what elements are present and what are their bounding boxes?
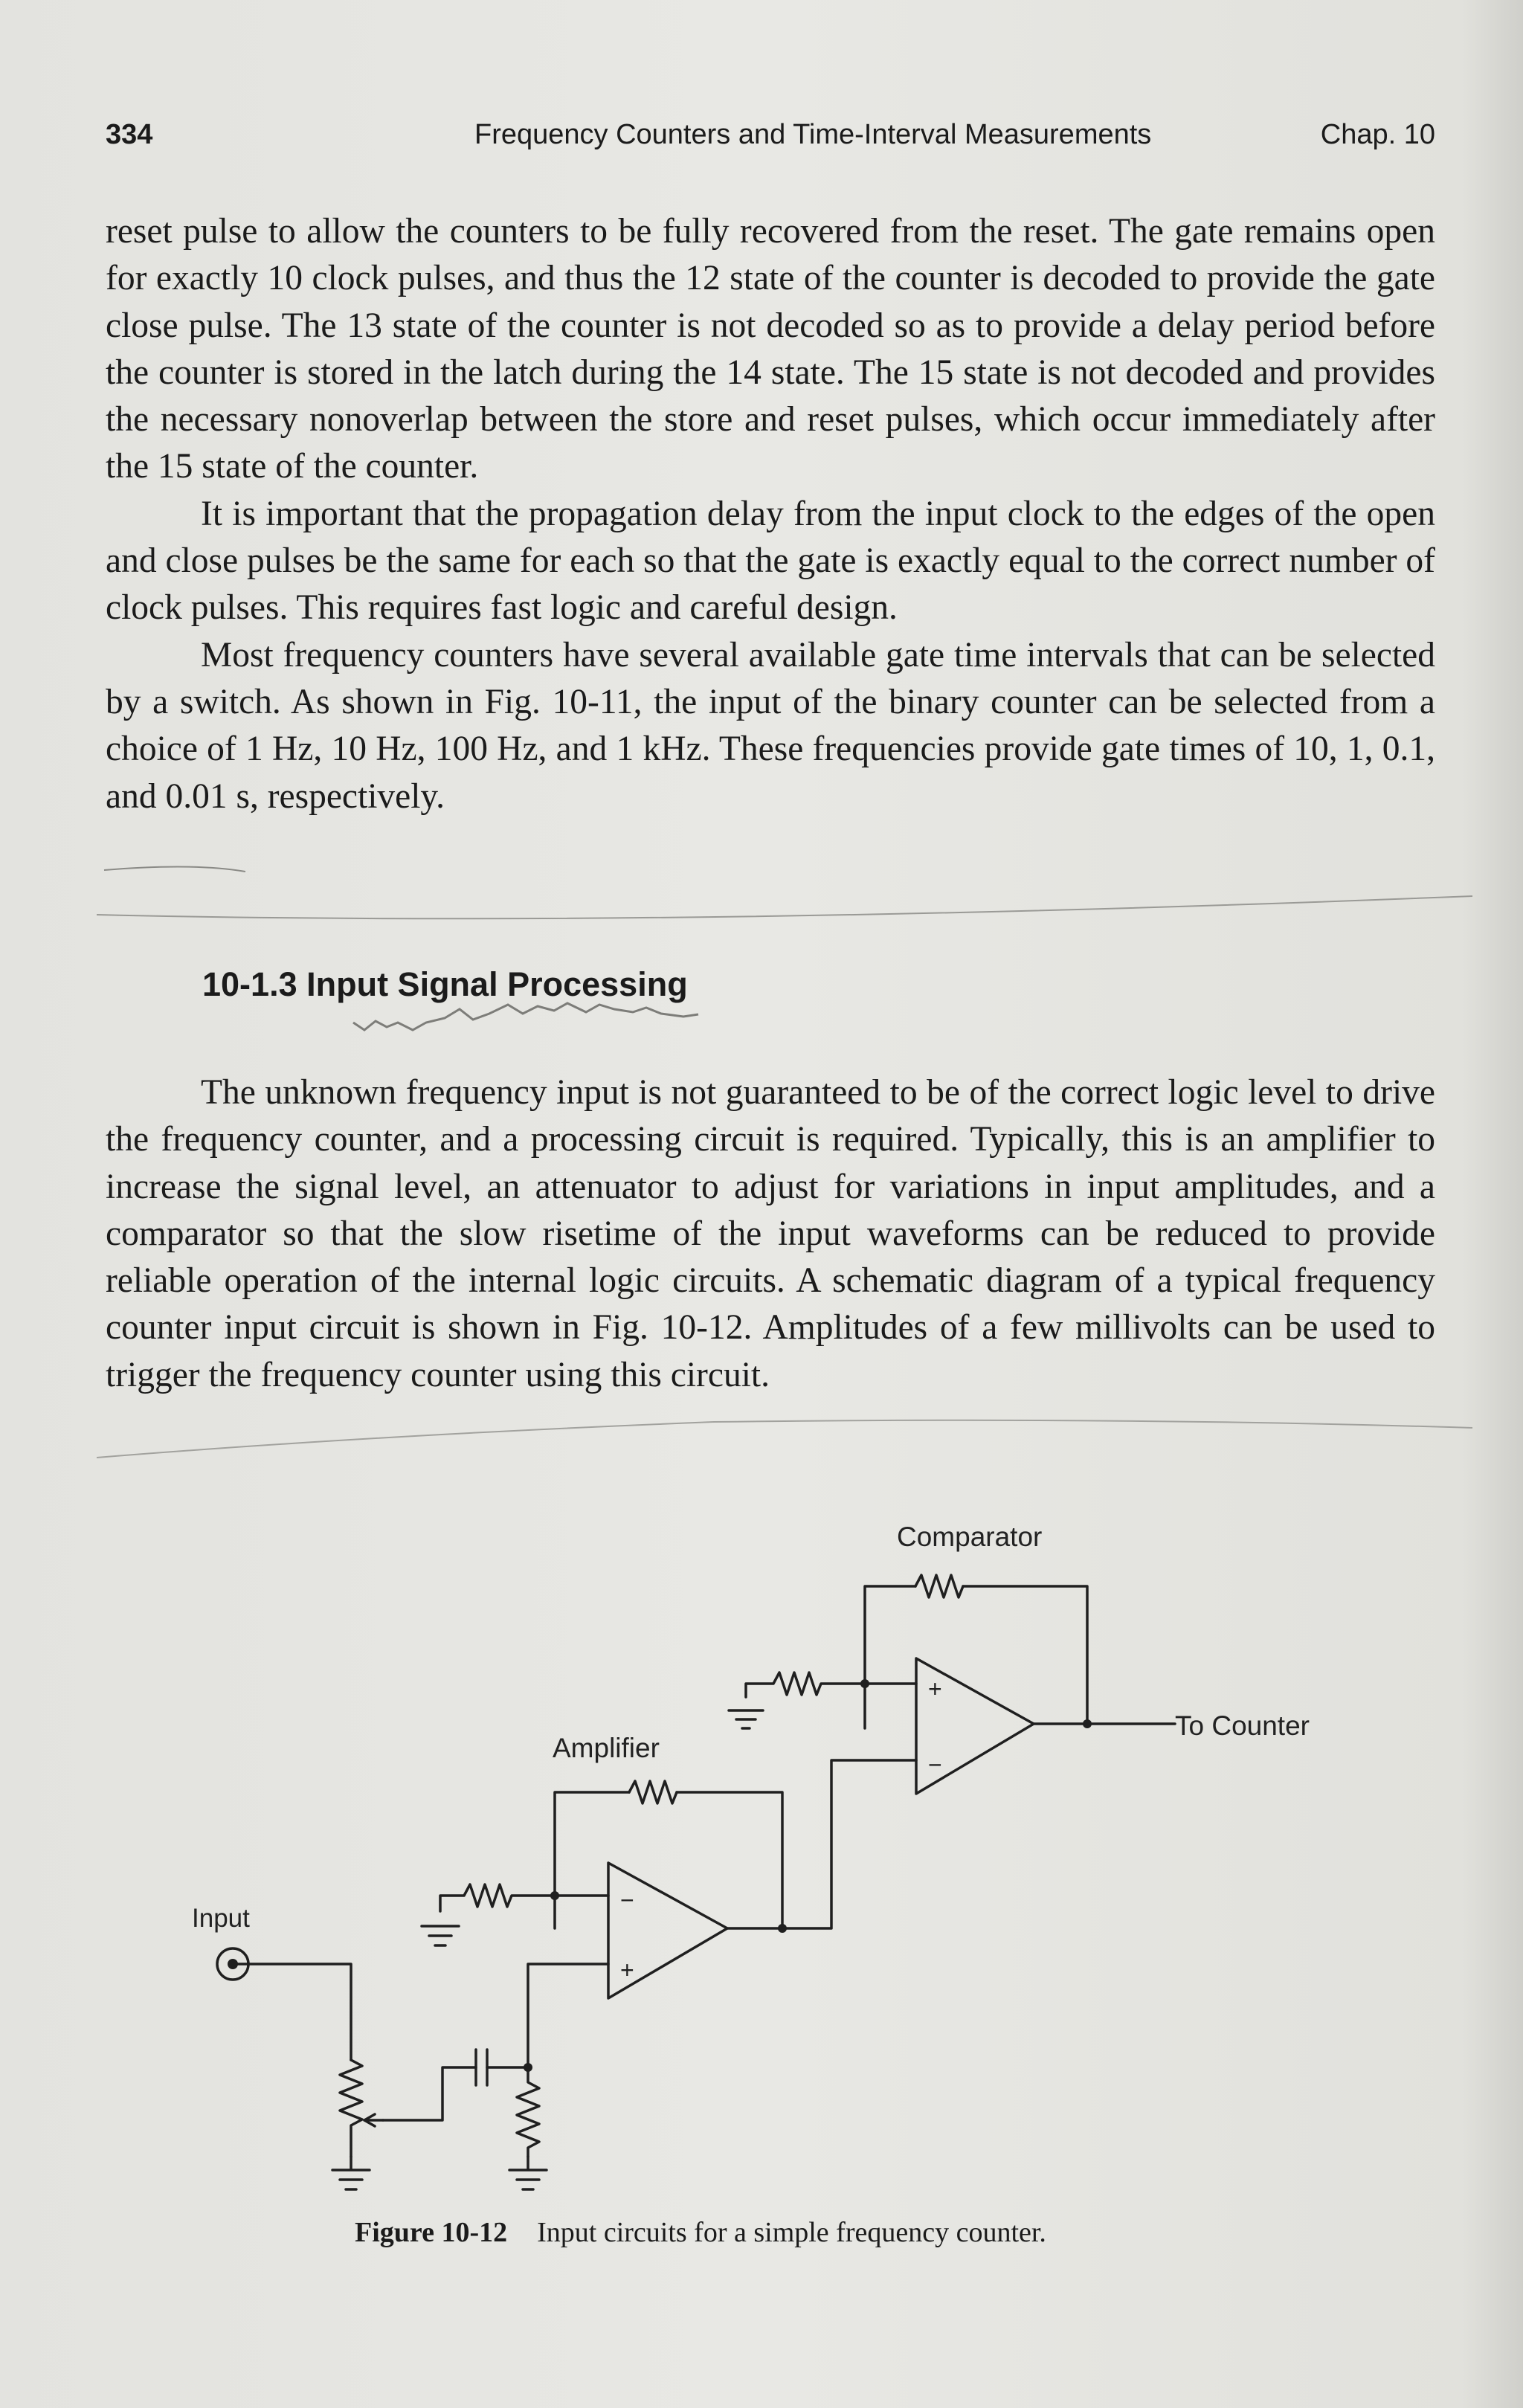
paragraph: Most frequency counters have several available gate time intervals that can be selected by a switch. As shown in Fig. 10-11, the input of the binary counter can be selected from a choice of 1 Hz, 10 Hz, 100 Hz, and 1 kHz. These frequencies provide gate times of 10, 1, 0.1, and 0.01 s, respectively.: [106, 635, 1435, 816]
ground-symbol: [509, 2157, 547, 2189]
input-label: Input: [192, 1904, 250, 1933]
paragraph: It is important that the propagation delay from the input clock to the edges of the open and close pulses be the same for each so that the gate is exactly equal to the correct number of clock pulses. This requires fast logic and careful design.: [106, 494, 1435, 628]
bias-resistor: [517, 2067, 539, 2157]
figure-caption: [355, 2216, 1046, 2249]
comparator-input-resistor: [746, 1673, 865, 1697]
amplifier-label: Amplifier: [553, 1733, 660, 1763]
amplifier-feedback-resistor: [629, 1781, 677, 1803]
comparator-feedback-wire: [865, 1586, 915, 1728]
caption-text: Input circuits for a simple frequency counter.: [537, 2217, 1046, 2248]
amplifier-input-resistor: [440, 1884, 555, 1911]
paragraph: The unknown frequency input is not guaranteed to be of the correct logic level to drive the frequency counter, and a processing circuit is required. Typically, this is an amplifier to increase the signal level, an attenuator to adjust for variations in input amplitudes, and a comparator so that the slow risetime of the input waveforms can be reduced to provide reliable operation of the internal logic circuits. A schematic diagram of a typical frequency counter input circuit is shown in Fig. 10-12. Amplitudes of a few millivolts can be used to trigger the frequency counter using this circuit.: [106, 1073, 1435, 1394]
amplifier-plus-sign: +: [620, 1957, 634, 1983]
ground-symbol: [729, 1710, 763, 1728]
input-potentiometer: [340, 2060, 362, 2157]
comparator-plus-sign: +: [928, 1675, 942, 1702]
paragraph: reset pulse to allow the counters to be fully recovered from the reset. The gate remains open for exactly 10 clock pulses, and thus the 12 state of the counter is decoded to provide the gate close pulse. The 13 state of the counter is not decoded so as to provide a delay period before the counter is stored in the latch during the 14 state. The 15 state is not decoded and provides the necessary nonoverlap between the store and reset pulses, which occur immediately after the 15 state of the counter.: [106, 212, 1435, 486]
comparator-feedback-resistor: [915, 1575, 963, 1597]
ground-symbol: [332, 2157, 370, 2189]
comparator-label: Comparator: [897, 1522, 1043, 1552]
figure-number: Figure 10-12: [355, 2217, 508, 2248]
running-title: Frequency Counters and Time-Interval Measurements: [474, 119, 1152, 150]
page-number: 334: [106, 119, 153, 150]
amplifier-minus-sign: −: [620, 1887, 634, 1913]
coupling-capacitor: [476, 2050, 487, 2085]
output-label: To Counter: [1175, 1710, 1310, 1741]
section-heading: 10-1.3 Input Signal Processing: [202, 965, 688, 1003]
chapter-label: Chap. 10: [1320, 119, 1435, 150]
ground-symbol: [422, 1926, 459, 1945]
comparator-minus-sign: −: [928, 1751, 942, 1778]
